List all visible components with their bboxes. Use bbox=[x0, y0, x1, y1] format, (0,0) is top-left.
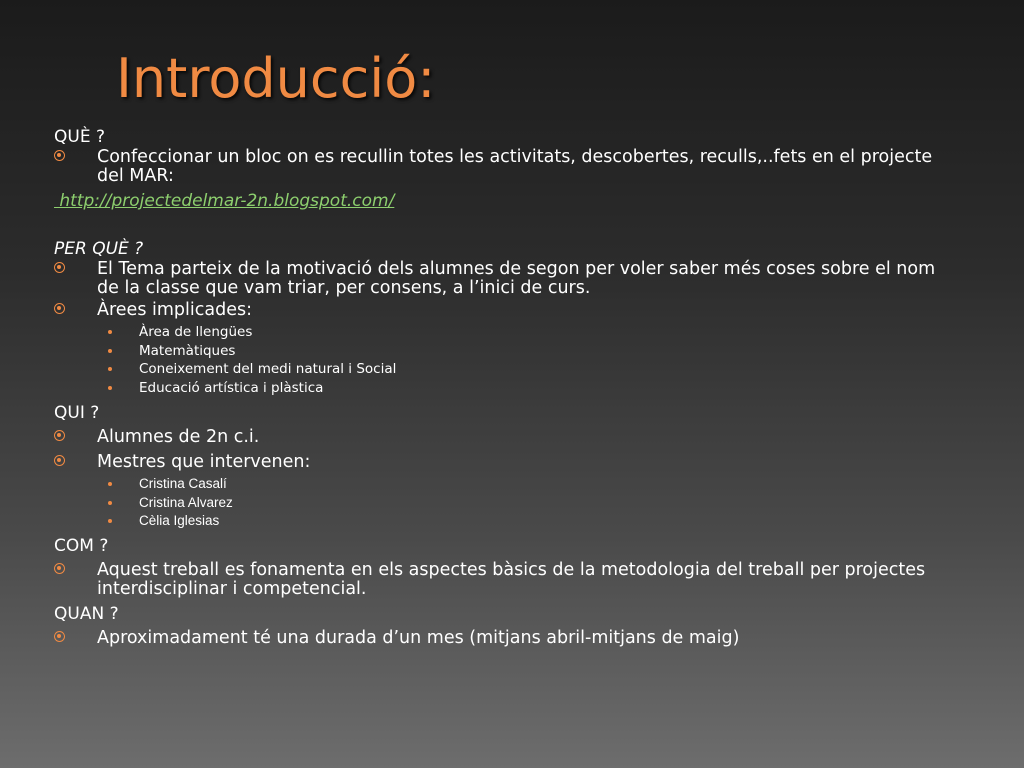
sub-item-area-2 bbox=[54, 342, 954, 361]
bullet-item-qui-2 bbox=[54, 453, 954, 472]
sub-item-area-1 bbox=[54, 323, 954, 342]
bullet-item-perque-1 bbox=[54, 260, 954, 298]
dot-bullet-icon bbox=[108, 367, 112, 371]
section-heading-qui: QUI ? bbox=[54, 402, 100, 423]
bullet-text: Aquest treball es fonamenta en els aspectes bàsics de la metodologia del treball per projectes interdisciplinar i competencial. bbox=[97, 559, 926, 599]
bullet-text: Alumnes de 2n c.i. bbox=[97, 426, 260, 447]
sub-item-area-4 bbox=[54, 379, 954, 398]
sub-item-text: Matemàtiques bbox=[139, 342, 236, 359]
dot-bullet-icon bbox=[108, 519, 112, 523]
sub-item-text: Coneixement del medi natural i Social bbox=[139, 361, 397, 378]
section-heading-com: COM ? bbox=[54, 535, 109, 556]
sub-item-teacher-1 bbox=[54, 475, 954, 494]
dot-bullet-icon bbox=[108, 482, 112, 486]
bullet-item-com-1 bbox=[54, 561, 954, 599]
bullet-item-qui-1 bbox=[54, 428, 954, 447]
bullet-item-perque-2 bbox=[54, 301, 954, 320]
bullet-item-que-1 bbox=[54, 148, 954, 186]
slide-title: Introducció: bbox=[116, 47, 436, 110]
circle-bullet-icon bbox=[54, 262, 65, 273]
bullet-text: Aproximadament té una durada d’un mes (mitjans abril-mitjans de maig) bbox=[97, 627, 740, 648]
sub-item-text: Cristina Casalí bbox=[139, 475, 227, 491]
circle-bullet-icon bbox=[54, 631, 65, 642]
circle-bullet-icon bbox=[54, 455, 65, 466]
sub-item-text: Cristina Alvarez bbox=[139, 494, 233, 510]
sub-item-teacher-3 bbox=[54, 512, 954, 531]
blog-link[interactable]: http://projectedelmar-2n.blogspot.com/ bbox=[54, 191, 395, 211]
dot-bullet-icon bbox=[108, 386, 112, 390]
circle-bullet-icon bbox=[54, 303, 65, 314]
slide-content bbox=[54, 126, 954, 651]
dot-bullet-icon bbox=[108, 501, 112, 505]
bullet-text: Mestres que intervenen: bbox=[97, 451, 311, 472]
section-heading-quan: QUAN ? bbox=[54, 603, 119, 624]
dot-bullet-icon bbox=[108, 330, 112, 334]
section-heading-perque: PER QUÈ ? bbox=[54, 239, 144, 259]
section-heading-que: QUÈ ? bbox=[54, 127, 105, 147]
sub-item-text: Àrea de llengües bbox=[139, 324, 253, 340]
sub-item-area-3 bbox=[54, 360, 954, 379]
circle-bullet-icon bbox=[54, 430, 65, 441]
sub-item-teacher-2 bbox=[54, 494, 954, 513]
bullet-text: Confeccionar un bloc on es recullin totes les activitats, descobertes, reculls,..fets en el projecte del MAR: bbox=[97, 147, 933, 186]
spacer bbox=[54, 212, 954, 238]
sub-item-text: Cèlia Iglesias bbox=[139, 513, 220, 529]
bullet-item-quan-1 bbox=[54, 629, 954, 648]
bullet-text: Àrees implicades: bbox=[97, 300, 252, 320]
circle-bullet-icon bbox=[54, 150, 65, 161]
sub-item-text: Educació artística i plàstica bbox=[139, 380, 324, 397]
circle-bullet-icon bbox=[54, 563, 65, 574]
dot-bullet-icon bbox=[108, 349, 112, 353]
bullet-text: El Tema parteix de la motivació dels alumnes de segon per voler saber més coses sobre el nom de la classe que vam triar, per consens, a l’inici de curs. bbox=[97, 259, 936, 298]
